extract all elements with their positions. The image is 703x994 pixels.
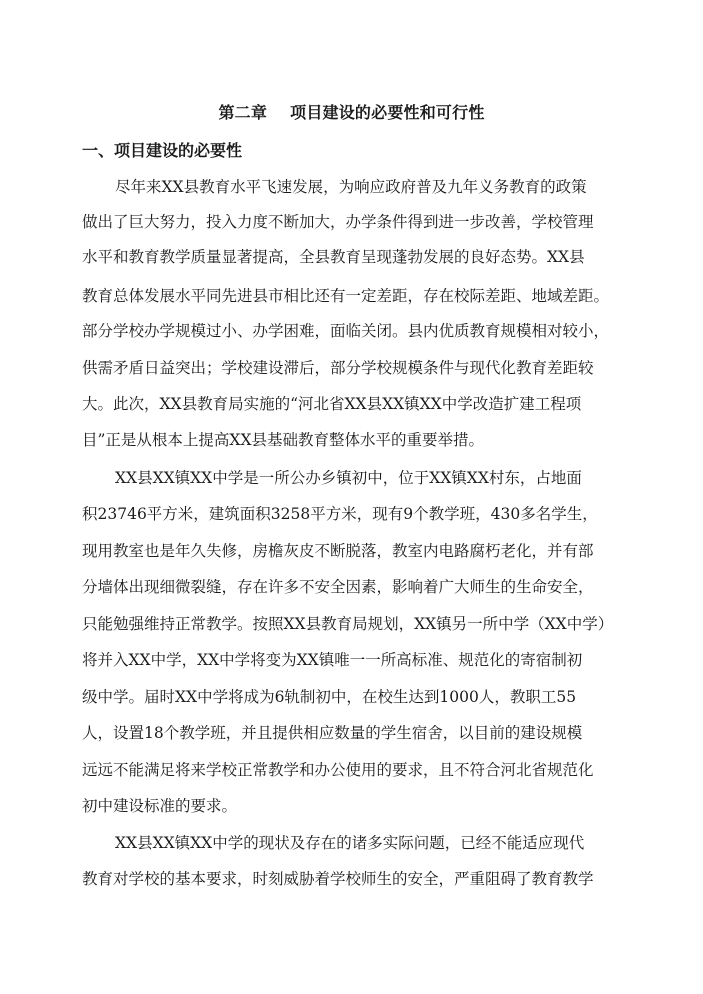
paragraph-1-line-8: 目”正是从根本上提高XX县基础教育整体水平的重要举措。 bbox=[82, 431, 484, 449]
paragraph-1-line-3: 水平和教育教学质量显著提高，全县教育呈现蓬勃发展的良好态势。XX县 bbox=[82, 248, 585, 266]
paragraph-2-line-2: 积23746平方米，建筑面积3258平方米，现有9个教学班，430多名学生， bbox=[82, 505, 598, 523]
paragraph-2-line-6: 将并入XX中学，XX中学将变为XX镇唯一一所高标准、规范化的寄宿制初 bbox=[82, 651, 583, 669]
paragraph-1-line-4: 教育总体发展水平同先进县市相比还有一定差距，存在校际差距、地域差距。 bbox=[82, 287, 610, 305]
paragraph-2-line-5: 只能勉强维持正常教学。按照XX县教育局规划，XX镇另一所中学（XX中学） bbox=[82, 615, 614, 633]
paragraph-2-line-8: 人，设置18个教学班，并且提供相应数量的学生宿舍，以目前的建设规模 bbox=[82, 724, 583, 742]
paragraph-1-line-5: 部分学校办学规模过小、办学困难，面临关闭。县内优质教育规模相对较小， bbox=[82, 322, 610, 340]
paragraph-2-line-9: 远远不能满足将来学校正常教学和办公使用的要求，且不符合河北省规范化 bbox=[82, 761, 594, 779]
paragraph-2-line-10: 初中建设标准的要求。 bbox=[82, 797, 238, 815]
paragraph-1-line-7: 大。此次，XX县教育局实施的“河北省XX县XX镇XX中学改造扩建工程项 bbox=[82, 395, 582, 413]
paragraph-2-line-3: 现用教室也是年久失修，房檐灰皮不断脱落，教室内电路腐朽老化，并有部 bbox=[82, 542, 594, 560]
section-heading: 一、项目建设的必要性 bbox=[82, 141, 243, 160]
paragraph-2-line-7: 级中学。届时XX中学将成为6轨制初中，在校生达到1000人，教职工55 bbox=[82, 688, 577, 706]
chapter-title: 第二章 项目建设的必要性和可行性 bbox=[218, 103, 485, 122]
paragraph-1-line-2: 做出了巨大努力，投入力度不断加大，办学条件得到进一步改善，学校管理 bbox=[82, 213, 594, 231]
paragraph-2-line-1: XX县XX镇XX中学是一所公办乡镇初中，位于XX镇XX村东，占地面 bbox=[115, 469, 582, 487]
paragraph-1-line-6: 供需矛盾日益突出；学校建设滞后，部分学校规模条件与现代化教育差距较 bbox=[82, 359, 594, 377]
paragraph-3-line-1: XX县XX镇XX中学的现状及存在的诸多实际问题，已经不能适应现代 bbox=[115, 834, 585, 852]
paragraph-3-line-2: 教育对学校的基本要求，时刻威胁着学校师生的安全，严重阻碍了教育教学 bbox=[82, 870, 594, 888]
paragraph-1-line-1: 尽年来XX县教育水平飞速发展，为响应政府普及九年义务教育的政策 bbox=[115, 178, 587, 196]
paragraph-2-line-4: 分墙体出现细微裂缝，存在许多不安全因素，影响着广大师生的生命安全， bbox=[82, 578, 594, 596]
